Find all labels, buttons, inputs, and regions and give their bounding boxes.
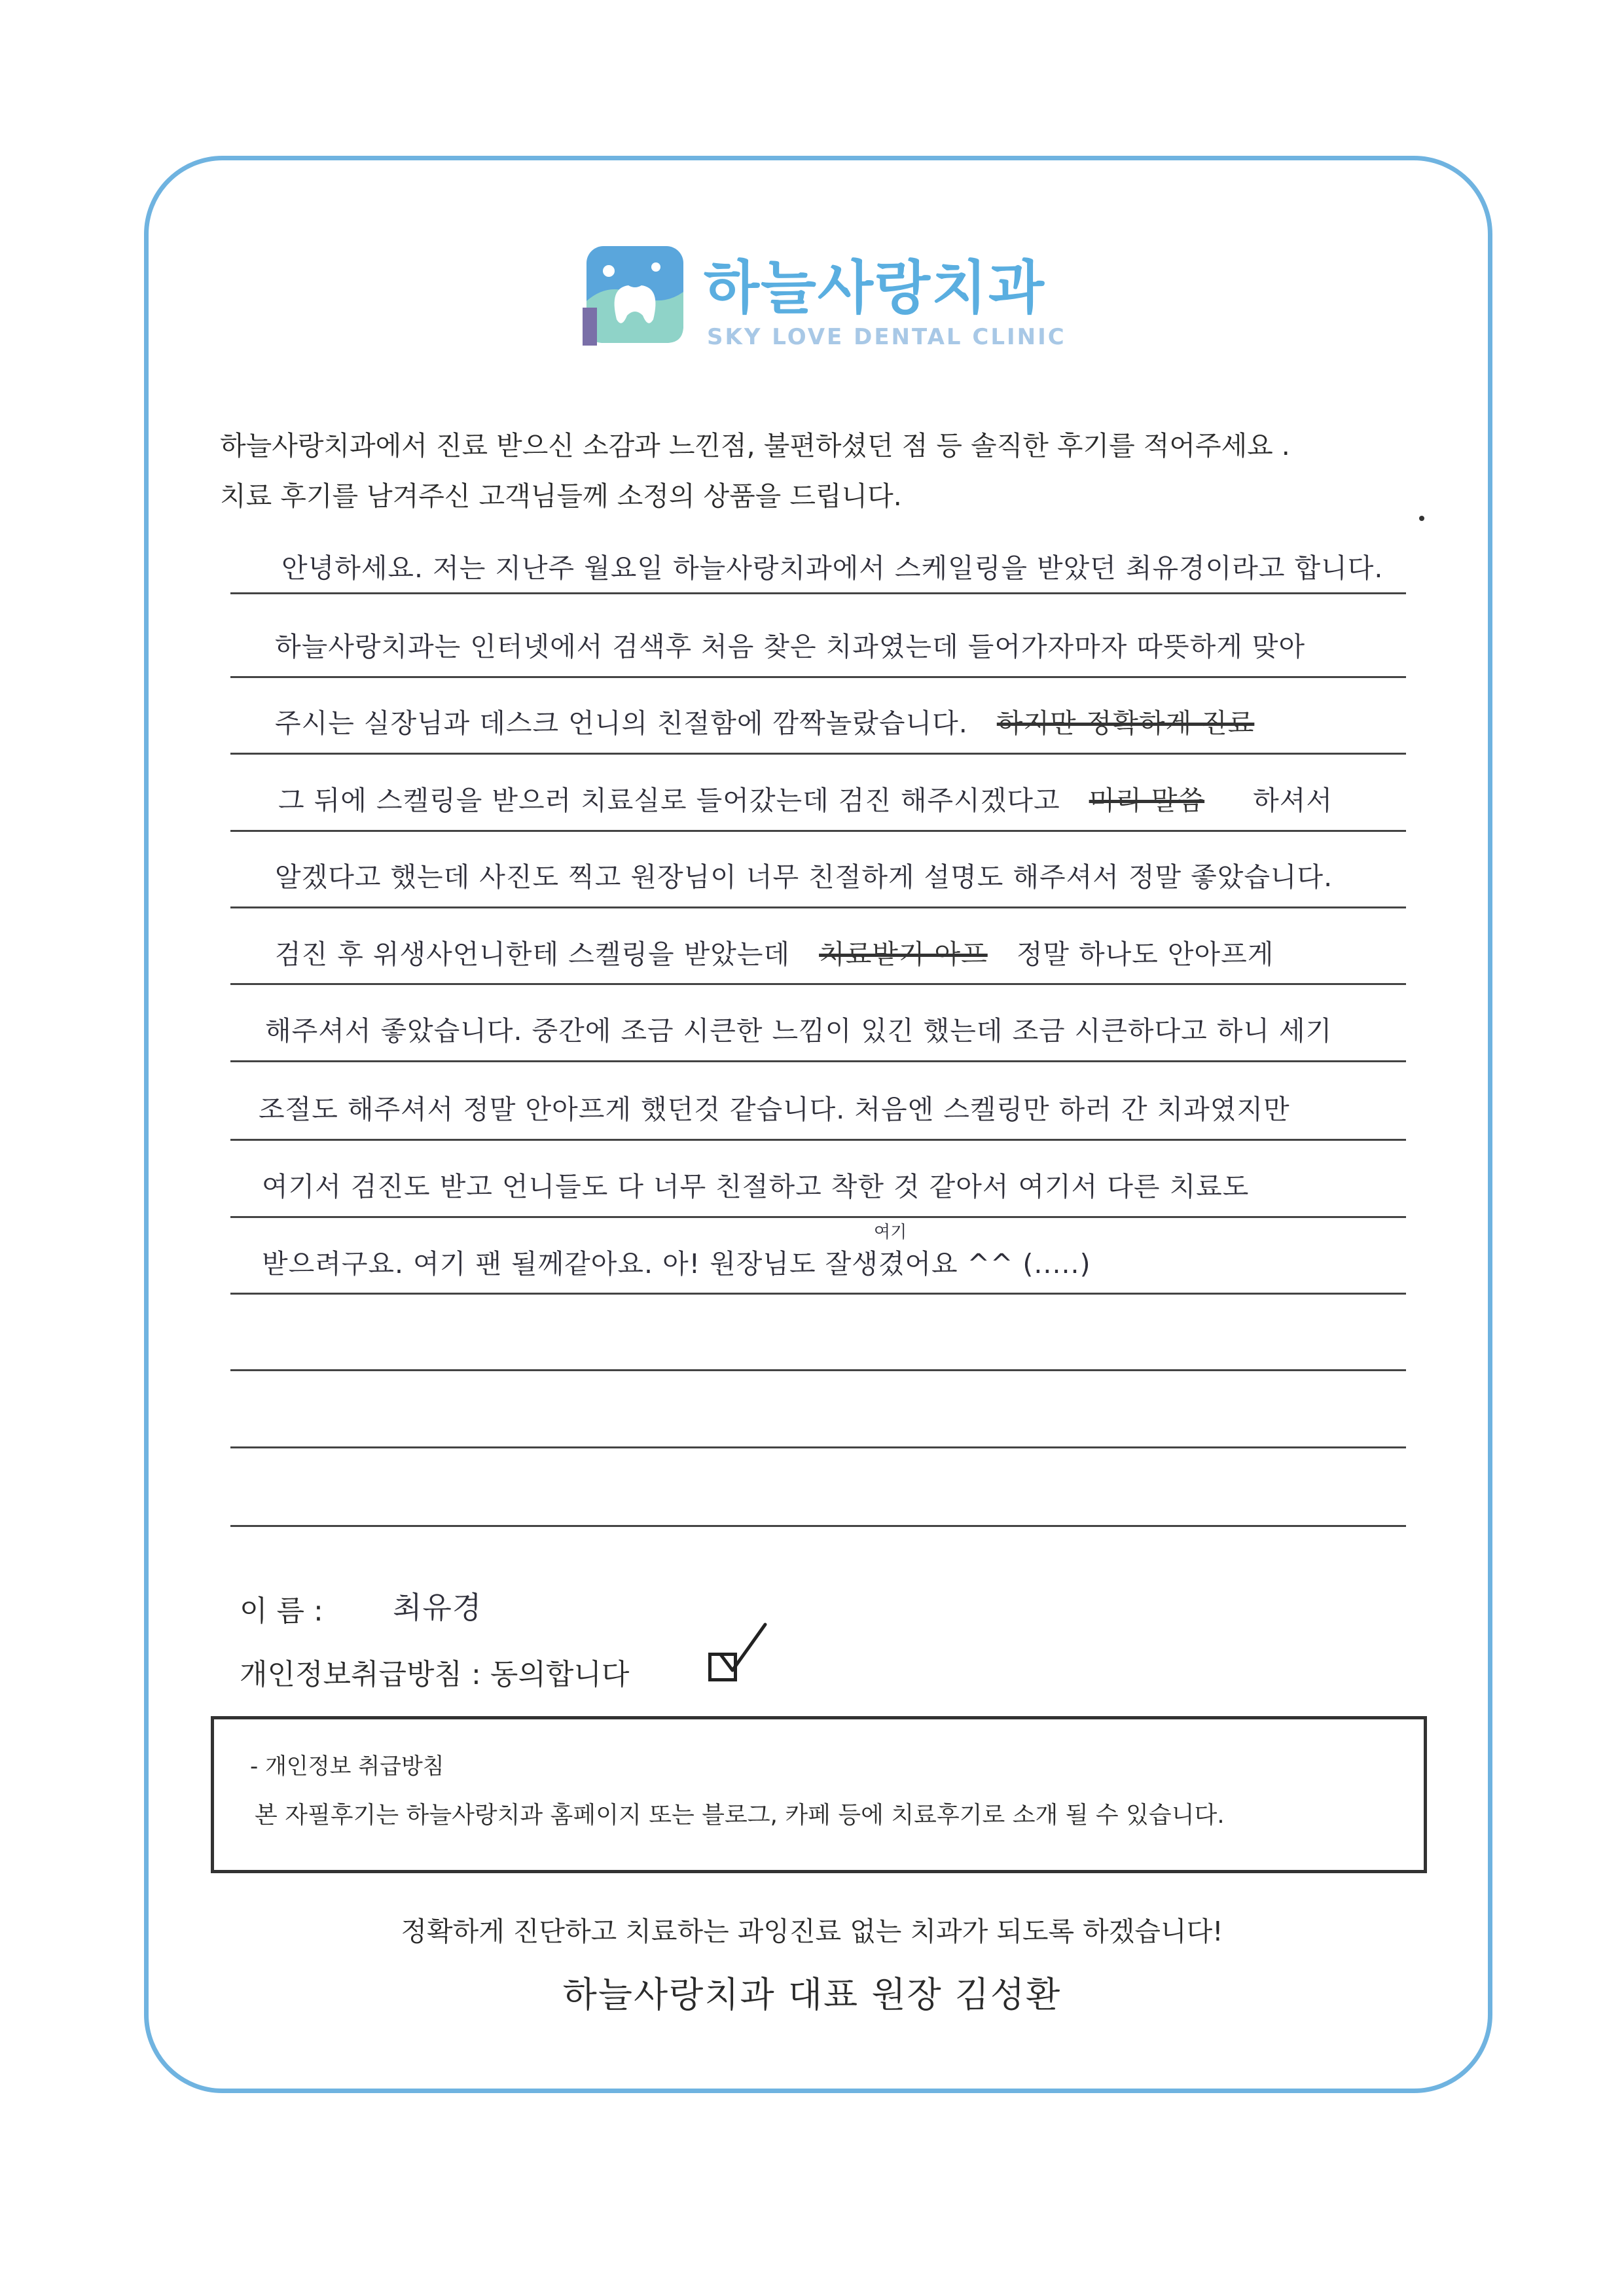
check-mark-icon — [717, 1622, 769, 1681]
ruled-line — [230, 1446, 1406, 1448]
review-line-7: 해주셔서 좋았습니다. 중간에 조금 시큰한 느낌이 있긴 했는데 조금 시큰하다고 하니 세기 — [265, 1015, 1333, 1047]
ruled-line — [230, 1293, 1406, 1295]
logo-english-name: SKY LOVE DENTAL CLINIC — [707, 324, 1066, 350]
review-line-6-end: 정말 하나도 안아프게 — [1016, 939, 1274, 970]
review-line-5: 알겠다고 했는데 사진도 찍고 원장님이 너무 친절하게 설명도 해주셔서 정말 좋았습니다. — [275, 861, 1333, 893]
footer-promise: 정확하게 진단하고 치료하는 과잉진료 없는 치과가 되도록 하겠습니다! — [401, 1916, 1223, 1947]
ruled-line — [230, 592, 1406, 594]
ruled-line — [230, 1216, 1406, 1218]
footer-signature: 하늘사랑치과 대표 원장 김성환 — [562, 1974, 1062, 2015]
crossed-out-text-1: 하지만 정확하게 진료 — [996, 708, 1255, 739]
review-line-9: 여기서 검진도 받고 언니들도 다 너무 친절하고 착한 것 같아서 여기서 다른 치료도 — [262, 1171, 1250, 1202]
ruled-line — [230, 676, 1406, 678]
name-value: 최유경 — [393, 1590, 482, 1625]
stray-mark — [1419, 516, 1424, 521]
review-line-2: 하늘사랑치과는 인터넷에서 검색후 처음 찾은 치과였는데 들어가자마자 따뜻하게 맞아 — [275, 631, 1306, 662]
inserted-note: 여기 — [874, 1223, 907, 1242]
crossed-out-text-3: 치료받기 아프 — [819, 939, 988, 970]
review-line-4-end: 하셔서 — [1253, 785, 1333, 816]
ruled-line — [230, 1525, 1406, 1527]
review-line-3-text: 주시는 실장님과 데스크 언니의 친절함에 깜짝놀랐습니다. — [275, 708, 968, 739]
ruled-line — [230, 1060, 1406, 1062]
ruled-line — [230, 753, 1406, 755]
intro-line-1: 하늘사랑치과에서 진료 받으신 소감과 느낀점, 불편하셨던 점 등 솔직한 후기를 적어주세요 . — [220, 430, 1290, 461]
ruled-line — [230, 906, 1406, 908]
review-line-8: 조절도 해주셔서 정말 안아프게 했던것 같습니다. 처음엔 스켈링만 하러 간 치과였지만 — [259, 1094, 1290, 1125]
policy-title: - 개인정보 취급방침 — [250, 1753, 444, 1780]
review-line-1: 안녕하세요. 저는 지난주 월요일 하늘사랑치과에서 스케일링을 받았던 최유경이라고 합니다. — [281, 552, 1384, 584]
ruled-line — [230, 1139, 1406, 1141]
crossed-out-text-2: 미리 말씀 — [1089, 785, 1205, 816]
review-line-4 — [278, 779, 1333, 817]
ruled-line — [230, 1369, 1406, 1371]
review-line-6 — [275, 933, 1274, 971]
consent-label: 개인정보취급방침 : 동의합니다 — [240, 1658, 630, 1691]
review-line-4-text: 그 뒤에 스켈링을 받으러 치료실로 들어갔는데 검진 해주시겠다고 — [278, 785, 1060, 816]
ruled-line — [230, 983, 1406, 985]
intro-line-2: 치료 후기를 남겨주신 고객님들께 소정의 상품을 드립니다. — [220, 480, 902, 512]
logo-korean-name: 하늘사랑치과 — [704, 254, 1046, 321]
policy-body: 본 자필후기는 하늘사랑치과 홈페이지 또는 블로그, 카페 등에 치료후기로 소개 될 수 있습니다. — [255, 1802, 1225, 1829]
ruled-line — [230, 830, 1406, 832]
review-line-3 — [275, 702, 1254, 740]
name-label: 이 름 : — [240, 1594, 323, 1628]
review-line-6-text: 검진 후 위생사언니한테 스켈링을 받았는데 — [275, 939, 791, 970]
clinic-logo — [583, 236, 1067, 353]
review-line-10: 받으려구요. 여기 팬 될께같아요. 아! 원장님도 잘생겼어요 ^^ (.....) — [262, 1248, 1091, 1280]
privacy-policy-box — [211, 1716, 1427, 1873]
tooth-logo-icon — [583, 242, 687, 347]
